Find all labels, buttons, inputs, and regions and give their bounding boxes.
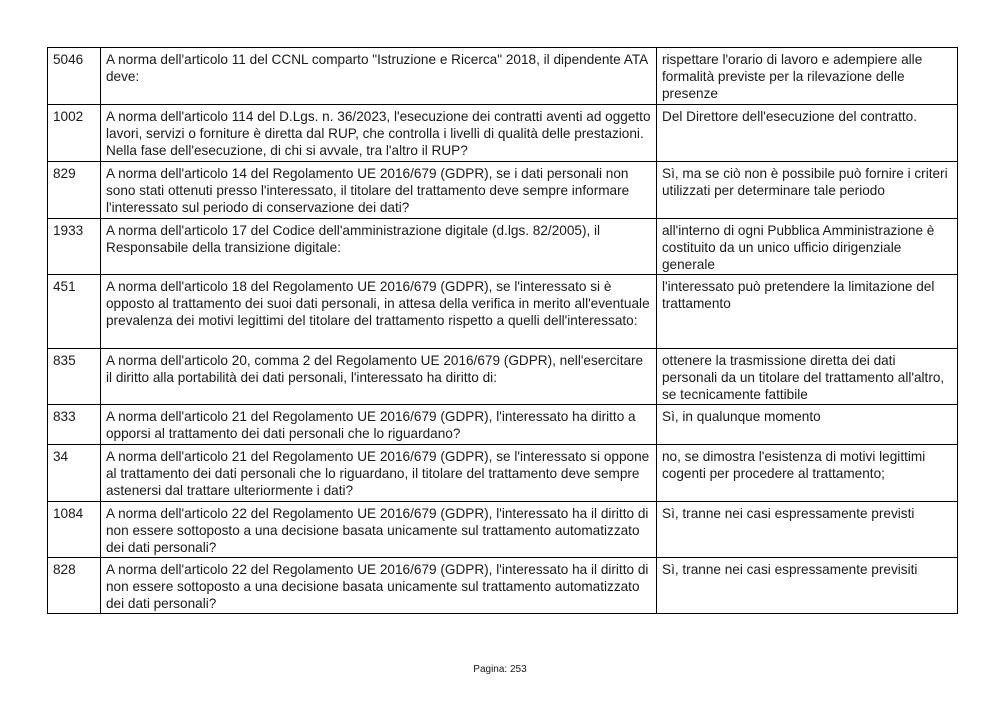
table-row (48, 275, 958, 349)
question-text: A norma dell'articolo 21 del Regolamento UE 2016/679 (GDPR), l'interessato ha diritto a opporsi al trattamento dei dati personali che lo riguardano? (101, 405, 657, 445)
page-number: Pagina: 253 (473, 664, 527, 675)
question-text: A norma dell'articolo 22 del Regolamento UE 2016/679 (GDPR), l'interessato ha il diritto di non essere sottoposto a una decisione basata unicamente sul trattamento automatizzato dei dati personali? (101, 558, 657, 614)
answer-text: Del Direttore dell'esecuzione del contratto. (657, 105, 958, 162)
question-text: A norma dell'articolo 17 del Codice dell'amministrazione digitale (d.lgs. 82/2005), il Responsabile della transizione digitale: (101, 219, 657, 275)
question-text: A norma dell'articolo 14 del Regolamento UE 2016/679 (GDPR), se i dati personali non sono stati ottenuti presso l'interessato, il titolare del trattamento deve sempre informare l'interessato sul periodo di conservazione dei dati? (101, 162, 657, 219)
question-text: A norma dell'articolo 11 del CCNL comparto "Istruzione e Ricerca" 2018, il dipendente ATA deve: (101, 48, 657, 105)
answer-text: Sì, tranne nei casi espressamente previsiti (657, 558, 958, 614)
question-id: 829 (48, 162, 101, 219)
question-text: A norma dell'articolo 114 del D.Lgs. n. 36/2023, l'esecuzione dei contratti aventi ad oggetto lavori, servizi o forniture è diretta dal RUP, che controlla i livelli di qualità delle prestazioni. Nella fase dell'esecuzione, di chi si avvale, tra l'altro il RUP? (101, 105, 657, 162)
question-id: 828 (48, 558, 101, 614)
question-text: A norma dell'articolo 21 del Regolamento UE 2016/679 (GDPR), se l'interessato si oppone al trattamento dei dati personali che lo riguardano, il titolare del trattamento deve sempre astenersi dal trattare ulteriormente i dati? (101, 445, 657, 502)
table-row (48, 502, 958, 558)
question-id: 835 (48, 349, 101, 405)
answer-text: rispettare l'orario di lavoro e adempiere alle formalità previste per la rilevazione delle presenze (657, 48, 958, 105)
table-row (48, 219, 958, 275)
question-id: 34 (48, 445, 101, 502)
table-row (48, 405, 958, 445)
answer-text: Sì, tranne nei casi espressamente previsti (657, 502, 958, 558)
table-row (48, 105, 958, 162)
answer-text: Sì, ma se ciò non è possibile può fornire i criteri utilizzati per determinare tale periodo (657, 162, 958, 219)
question-id: 1002 (48, 105, 101, 162)
answer-text: all'interno di ogni Pubblica Amministrazione è costituito da un unico ufficio dirigenziale generale (657, 219, 958, 275)
question-text: A norma dell'articolo 20, comma 2 del Regolamento UE 2016/679 (GDPR), nell'esercitare il diritto alla portabilità dei dati personali, l'interessato ha diritto di: (101, 349, 657, 405)
question-text: A norma dell'articolo 18 del Regolamento UE 2016/679 (GDPR), se l'interessato si è opposto al trattamento dei suoi dati personali, in attesa della verifica in merito all'eventuale prevalenza dei motivi legittimi del titolare del trattamento rispetto a quelli dell'interessato: (101, 275, 657, 349)
question-table-body (48, 48, 958, 614)
question-id: 1084 (48, 502, 101, 558)
question-id: 833 (48, 405, 101, 445)
table-row (48, 445, 958, 502)
question-id: 1933 (48, 219, 101, 275)
answer-text: l'interessato può pretendere la limitazione del trattamento (657, 275, 958, 349)
question-id: 451 (48, 275, 101, 349)
question-text: A norma dell'articolo 22 del Regolamento UE 2016/679 (GDPR), l'interessato ha il diritto di non essere sottoposto a una decisione basata unicamente sul trattamento automatizzato dei dati personali? (101, 502, 657, 558)
answer-text: no, se dimostra l'esistenza di motivi legittimi cogenti per procedere al trattamento; (657, 445, 958, 502)
table-row (48, 162, 958, 219)
answer-text: ottenere la trasmissione diretta dei dati personali da un titolare del trattamento all'altro, se tecnicamente fattibile (657, 349, 958, 405)
question-id: 5046 (48, 48, 101, 105)
table-row (48, 349, 958, 405)
question-table (47, 47, 958, 614)
table-row (48, 558, 958, 614)
table-row (48, 48, 958, 105)
answer-text: Sì, in qualunque momento (657, 405, 958, 445)
